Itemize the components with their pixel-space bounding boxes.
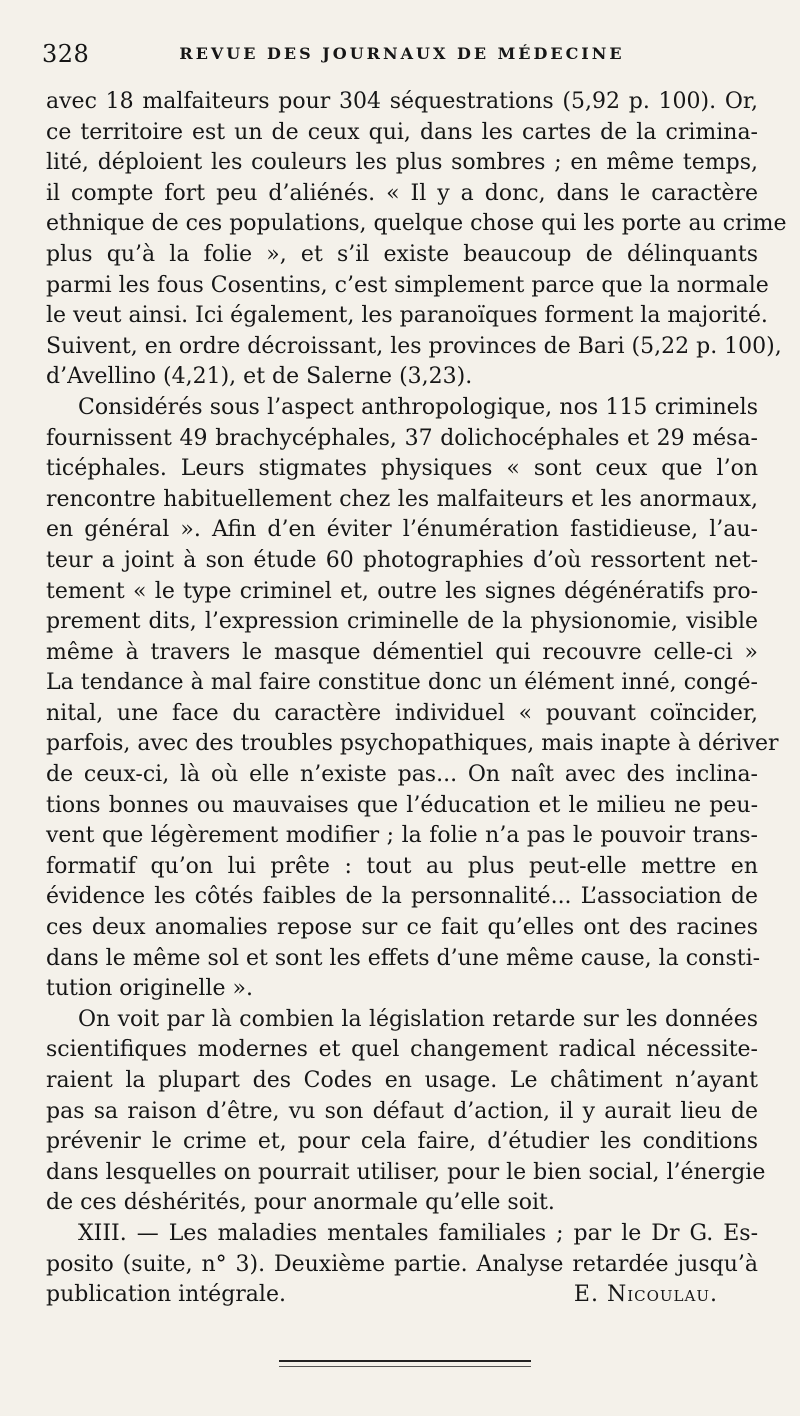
text-line: il compte fort peu d’aliénés. « Il y a donc, dans le caractère <box>46 180 758 206</box>
text-line: parfois, avec des troubles psychopathiques, mais inapte à dériver <box>46 731 779 757</box>
text-line: teur a joint à son étude 60 photographies d’où ressortent net- <box>46 547 758 573</box>
text-line: dans lesquelles on pourrait utiliser, pour le bien social, l’énergie <box>46 1159 766 1185</box>
text-line: rencontre habituellement chez les malfaiteurs et les anormaux, <box>46 486 758 512</box>
text-line: d’Avellino (4,21), et de Salerne (3,23). <box>46 364 473 390</box>
text-line: nital, une face du caractère individuel « pouvant coïncider, <box>46 700 758 726</box>
item-xiii-line-2: posito (suite, n° 3). Deuxième partie. Analyse retardée jusqu’à <box>46 1251 758 1277</box>
item-xiii-line-1: XIII. — Les maladies mentales familiales ; par le Dr G. Es- <box>78 1220 758 1246</box>
text-line: ce territoire est un de ceux qui, dans les cartes de la crimina- <box>46 119 758 145</box>
running-title: REVUE DES JOURNAUX DE MÉDECINE <box>179 44 625 63</box>
text-line: de ceux-ci, là où elle n’existe pas... On naît avec des inclina- <box>46 762 758 788</box>
running-header <box>42 40 762 72</box>
article-body <box>46 87 787 1311</box>
page-number: 328 <box>42 40 90 68</box>
text-line: prement dits, l’expression criminelle de la physionomie, visible <box>46 609 758 635</box>
item-xiii-line-3 <box>46 1280 758 1311</box>
text-line: avec 18 malfaiteurs pour 304 séquestrations (5,92 p. 100). Or, <box>46 89 758 114</box>
text-line: tement « le type criminel et, outre les signes dégénératifs pro- <box>46 578 758 604</box>
text-line: prévenir le crime et, pour cela faire, d’étudier les conditions <box>46 1129 758 1155</box>
text-line: tions bonnes ou mauvaises que l’éducation et le milieu ne peu- <box>46 792 758 818</box>
text-line: formatif qu’on lui prête : tout au plus peut-elle mettre en <box>46 853 758 879</box>
text-line: raient la plupart des Codes en usage. Le châtiment n’ayant <box>46 1068 758 1093</box>
text-line: scientifiques modernes et quel changement radical nécessite- <box>46 1037 758 1063</box>
text-line: vent que légèrement modifier ; la folie n’a pas le pouvoir trans- <box>46 823 758 849</box>
text-line: de ces déshérités, pour anormale qu’elle soit. <box>46 1190 555 1216</box>
end-rule-thin <box>279 1366 531 1367</box>
text-line: tution originelle ». <box>46 976 253 1002</box>
text-line: parmi les fous Cosentins, c’est simplement parce que la normale <box>46 272 769 298</box>
text-line: le veut ainsi. Ici également, les paranoïques forment la majorité. <box>46 303 768 329</box>
text-line: La tendance à mal faire constitue donc un élément inné, congé- <box>46 670 758 696</box>
text-line: ethnique de ces populations, quelque chose qui les porte au crime <box>46 211 787 237</box>
text-line: plus qu’à la folie », et s’il existe beaucoup de délinquants <box>46 241 758 267</box>
text-line: ticéphales. Leurs stigmates physiques « sont ceux que l’on <box>46 456 758 482</box>
end-rule <box>279 1360 531 1362</box>
text-line: fournissent 49 brachycéphales, 37 dolichocéphales et 29 mésa- <box>46 425 758 451</box>
text-line: dans le même sol et sont les effets d’une même cause, la consti- <box>46 945 761 971</box>
text-line: Considérés sous l’aspect anthropologique, nos 115 criminels <box>78 394 758 420</box>
text-line: même à travers le masque démentiel qui recouvre celle-ci » <box>46 639 758 665</box>
text-line: lité, déploient les couleurs les plus sombres ; en même temps, <box>46 150 758 176</box>
item-xiii-line-3-text: publication intégrale. <box>46 1282 286 1308</box>
text-line: ces deux anomalies repose sur ce fait qu’elles ont des racines <box>46 915 758 941</box>
text-line: Suivent, en ordre décroissant, les provinces de Bari (5,22 p. 100), <box>46 333 782 359</box>
text-line: pas sa raison d’être, vu son défaut d’action, il y aurait lieu de <box>46 1098 758 1124</box>
text-line: évidence les côtés faibles de la personnalité... L’association de <box>46 884 758 910</box>
text-line: en général ». Afin d’en éviter l’énumération fastidieuse, l’au- <box>46 517 758 543</box>
text-line: On voit par là combien la législation retarde sur les données <box>78 1006 758 1032</box>
signature: E. Nicoulau. <box>573 1282 718 1308</box>
